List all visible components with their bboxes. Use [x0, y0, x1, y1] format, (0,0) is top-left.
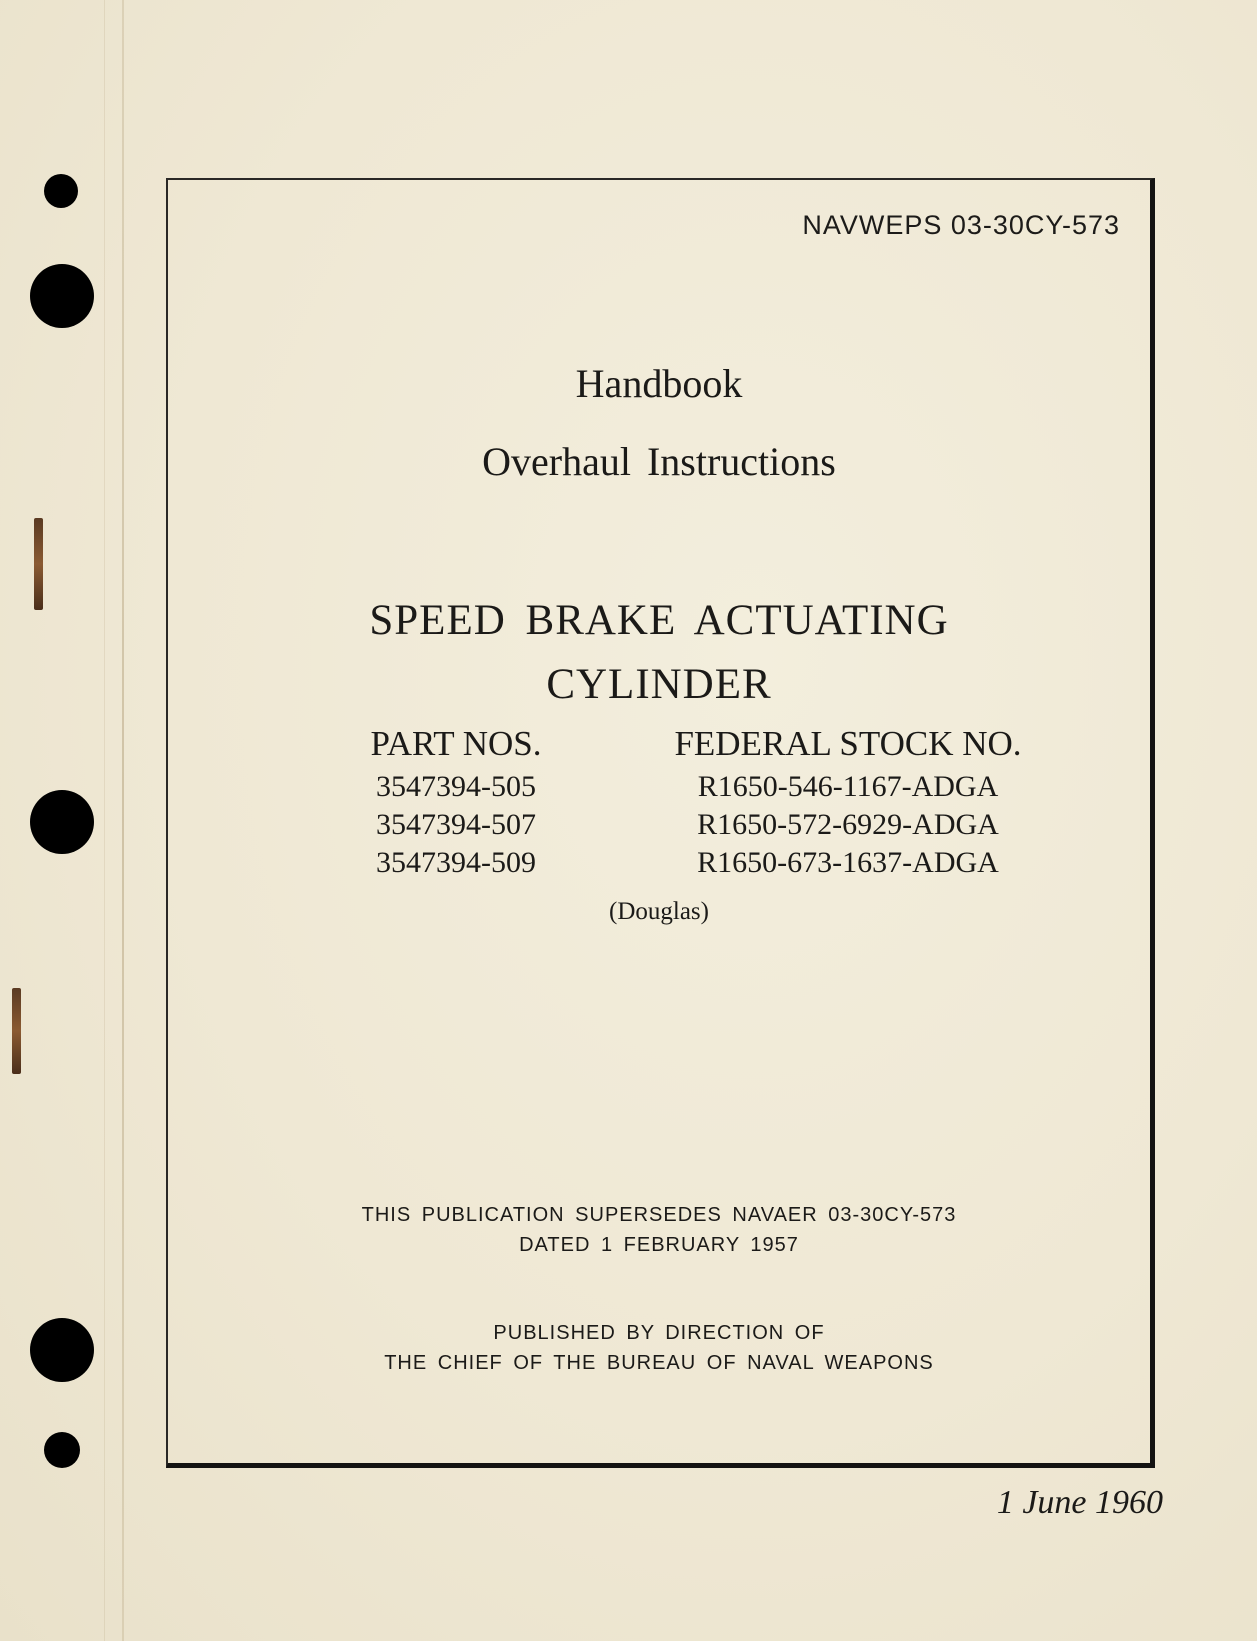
cover-frame: [166, 178, 1155, 1468]
supersedes-notice: [168, 1200, 1150, 1260]
published-by-notice: [168, 1318, 1150, 1378]
overhaul-instructions-heading: Overhaul Instructions: [482, 439, 836, 484]
staple-rust-mark: [34, 518, 43, 610]
part-numbers-column: [346, 722, 566, 882]
supersedes-line2: DATED 1 FEBRUARY 1957: [519, 1234, 799, 1256]
binder-hole: [44, 174, 78, 208]
binder-hole: [44, 1432, 80, 1468]
binding-crease: [104, 0, 105, 1641]
binder-hole: [30, 1318, 94, 1382]
manufacturer-label: (Douglas): [609, 898, 709, 925]
publication-date: 1 June 1960: [996, 1484, 1163, 1521]
part-number: 3547394-507: [376, 808, 536, 841]
published-line2: THE CHIEF OF THE BUREAU OF NAVAL WEAPONS: [384, 1352, 934, 1374]
part-number: 3547394-509: [376, 846, 536, 879]
binder-hole: [30, 264, 94, 328]
subject-title-line1: SPEED BRAKE ACTUATING: [369, 597, 949, 644]
staple-rust-mark: [12, 988, 21, 1074]
published-line1: PUBLISHED BY DIRECTION OF: [493, 1322, 825, 1344]
supersedes-line1: THIS PUBLICATION SUPERSEDES NAVAER 03-30CY-573: [361, 1204, 957, 1226]
document-number: NAVWEPS 03-30CY-573: [802, 210, 1120, 240]
part-numbers-header: PART NOS.: [370, 724, 542, 763]
handbook-heading: Handbook: [575, 361, 743, 406]
subject-title-line2: CYLINDER: [546, 661, 772, 708]
stock-numbers-header: FEDERAL STOCK NO.: [674, 724, 1022, 763]
stock-number: R1650-546-1167-ADGA: [697, 770, 999, 803]
stock-numbers-column: [658, 722, 1038, 882]
stock-number: R1650-673-1637-ADGA: [697, 846, 999, 879]
stock-number: R1650-572-6929-ADGA: [697, 808, 999, 841]
part-number: 3547394-505: [376, 770, 536, 803]
binder-hole: [30, 790, 94, 854]
binding-fold-line: [122, 0, 124, 1641]
